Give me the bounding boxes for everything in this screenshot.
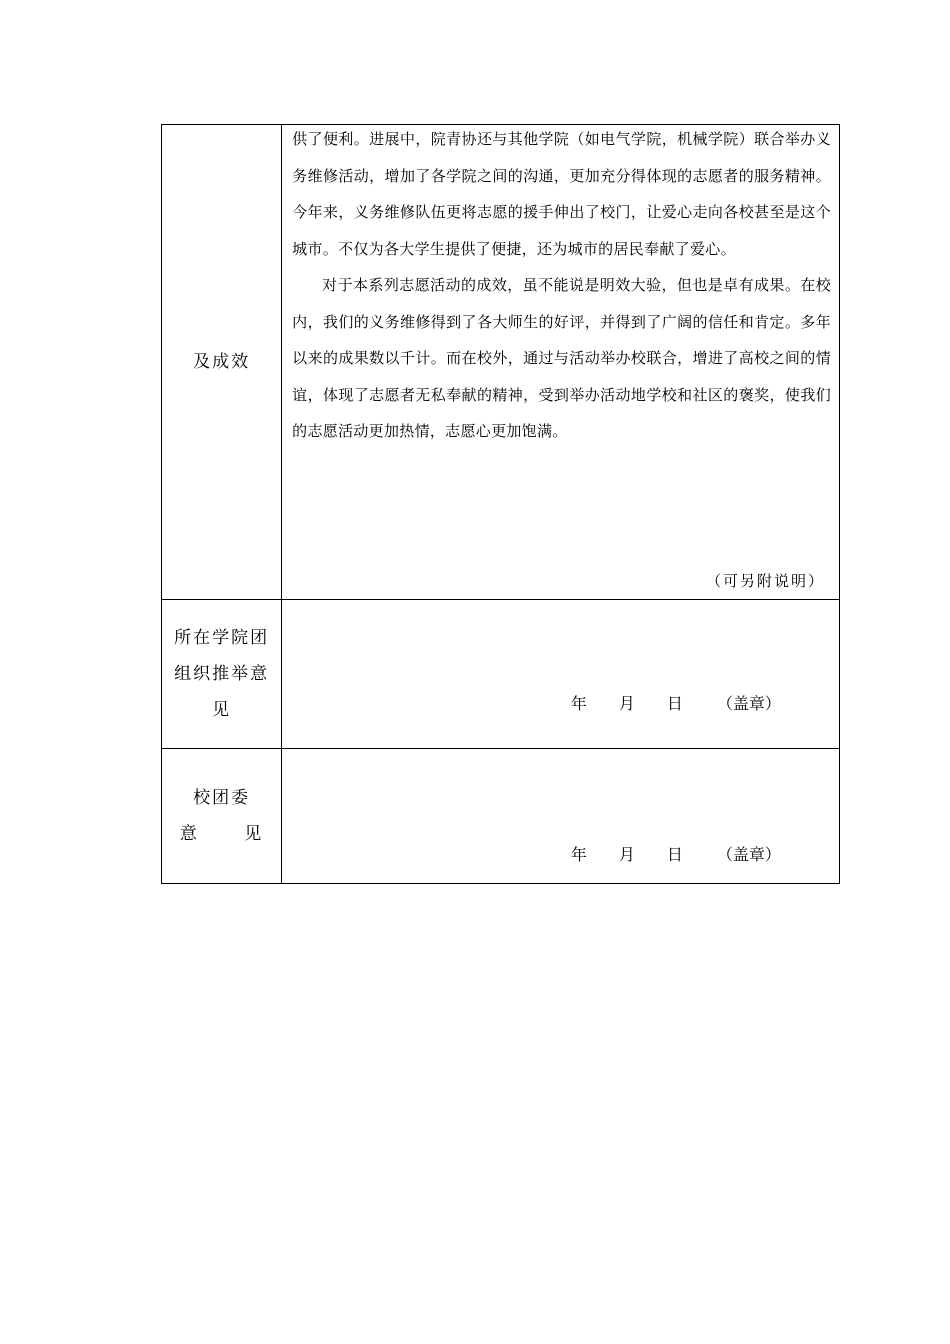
college-date-year: 年 — [570, 694, 587, 713]
school-seal-label: （盖章） — [716, 845, 781, 864]
college-date-month: 月 — [618, 694, 635, 713]
results-paragraph-2: 对于本系列志愿活动的成效，虽不能说是明效大验，但也是卓有成果。在校内，我们的义务维修得到了各大师生的好评，并得到了广阔的信任和肯定。多年以来的成果数以千计。而在校外，通过与活动举办校联合，增进了高校之间的情谊，体现了志愿者无私奉献的精神，受到举办活动地学校和社区的褒奖，使我们的志愿活动更加热情，志愿心更加饱满。 — [292, 276, 831, 440]
college-opinion-label-line-3: 见 — [212, 700, 232, 720]
activity-results-row — [162, 125, 840, 600]
college-opinion-row — [162, 600, 840, 749]
school-committee-opinion-row — [162, 749, 840, 884]
college-seal-label: （盖章） — [716, 694, 781, 713]
college-opinion-label-line-2: 组织推举意 — [174, 664, 270, 684]
results-paragraph-1: 供了便利。进展中，院青协还与其他学院（如电气学院，机械学院）联合举办义务维修活动，增加了各学院之间的沟通，更加充分得体现的志愿者的服务精神。今年来，义务维修队伍更将志愿的援手伸出了校门，让爱心走向各校甚至是这个城市。不仅为各大学生提供了便捷，还为城市的居民奉献了爱心。 — [292, 130, 831, 258]
school-committee-label-line-2: 意 见 — [179, 824, 264, 844]
activity-results-label: 及成效 — [193, 352, 251, 372]
college-date-line — [530, 672, 781, 733]
recommendation-form-table — [161, 124, 840, 884]
college-date-day: 日 — [666, 694, 683, 713]
activity-results-content — [282, 125, 840, 600]
attachment-note: （可另附说明） — [705, 572, 825, 590]
school-date-day: 日 — [666, 845, 683, 864]
college-opinion-label-cell — [162, 600, 282, 749]
college-opinion-sign-cell[interactable] — [282, 600, 840, 749]
college-opinion-label-line-1: 所在学院团 — [174, 628, 270, 648]
school-committee-label-cell — [162, 749, 282, 884]
activity-results-label-cell — [162, 125, 282, 600]
school-date-year: 年 — [570, 845, 587, 864]
school-date-month: 月 — [618, 845, 635, 864]
school-committee-label-line-1: 校团委 — [193, 788, 251, 808]
school-date-line — [530, 823, 781, 884]
school-committee-sign-cell[interactable] — [282, 749, 840, 884]
